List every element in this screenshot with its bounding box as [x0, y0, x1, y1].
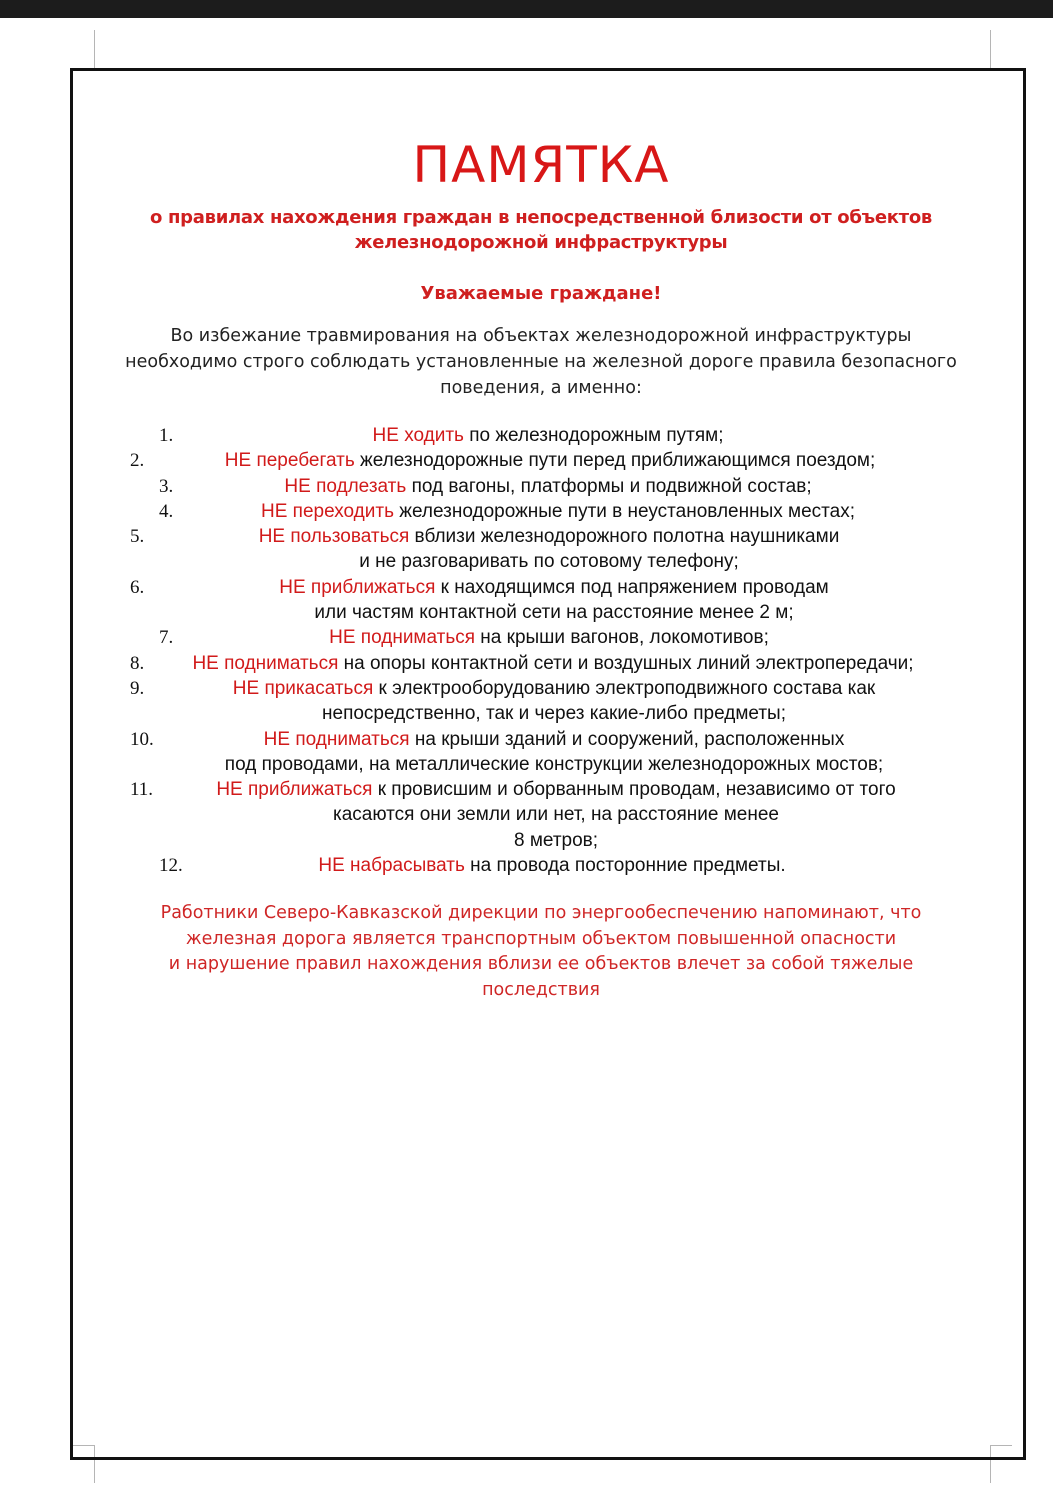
rule-line	[73, 651, 1023, 676]
rule-number: 6.	[130, 576, 145, 598]
rule-number: 1.	[159, 425, 174, 446]
rule-item	[73, 853, 1023, 878]
rule-number: 12.	[159, 855, 183, 877]
rule-text: под проводами, на металлические конструкции железнодорожных мостов;	[224, 753, 884, 775]
rule-text: касаются они земли или нет, на расстояние менее	[332, 804, 779, 826]
rule-number: 4.	[159, 500, 174, 522]
rule-prohibition: НЕ переходить	[261, 500, 394, 522]
rule-item	[73, 727, 1023, 778]
rule-item	[73, 575, 1023, 626]
top-bar	[0, 0, 1053, 18]
rule-line	[73, 524, 1023, 549]
footer-line: последствия	[482, 979, 600, 1000]
intro-line: Во избежание травмирования на объектах железнодорожной инфраструктуры	[170, 326, 912, 346]
rule-prohibition: НЕ подниматься	[192, 652, 339, 674]
rule-prohibition: НЕ перебегать	[224, 450, 355, 472]
rule-item	[73, 423, 1023, 448]
rule-text: вблизи железнодорожного полотна наушниками	[409, 526, 840, 548]
rule-prohibition: НЕ подниматься	[329, 627, 476, 649]
intro-paragraph	[73, 323, 1009, 401]
rule-line	[73, 853, 1023, 878]
rule-text: железнодорожные пути перед приближающимся поездом;	[354, 450, 876, 472]
greeting: Уважаемые граждане!	[420, 283, 662, 304]
rule-line	[73, 549, 1023, 574]
rule-line	[73, 575, 1023, 600]
rule-item	[73, 524, 1023, 575]
rule-text: железнодорожные пути в неустановленных местах;	[393, 500, 855, 522]
rule-line	[73, 448, 1023, 473]
rule-number: 8.	[130, 652, 145, 674]
rule-prohibition: НЕ пользоваться	[258, 526, 410, 548]
rule-line	[73, 802, 1023, 827]
rule-text: на крыши зданий и сооружений, расположенных	[409, 728, 845, 750]
rule-prohibition: НЕ приближаться	[216, 779, 373, 801]
rule-text: непосредственно, так и через какие-либо предметы;	[322, 703, 786, 725]
rule-number: 5.	[130, 526, 145, 548]
rule-prohibition: НЕ подлезать	[284, 475, 407, 497]
rule-text: на провода посторонние предметы.	[464, 855, 786, 877]
rule-text: и не разговаривать по сотовому телефону;	[359, 551, 739, 573]
rule-prohibition: НЕ набрасывать	[318, 855, 465, 877]
rule-item	[73, 474, 1023, 499]
rule-line	[73, 676, 1023, 701]
rule-prohibition: НЕ подниматься	[263, 728, 410, 750]
rule-line	[73, 777, 1023, 802]
intro-line: необходимо строго соблюдать установленные на железной дороге правила безопасного	[125, 352, 957, 372]
rule-text: под вагоны, платформы и подвижной состав;	[406, 475, 812, 497]
rule-text: 8 метров;	[513, 829, 599, 851]
rule-text: к электрооборудованию электроподвижного состава как	[373, 677, 876, 699]
subtitle-line: железнодорожной инфраструктуры	[354, 232, 728, 253]
intro-line: поведения, а именно:	[440, 378, 642, 398]
rule-text: к находящимся под напряжением проводам	[435, 576, 829, 598]
rule-line	[73, 499, 1023, 524]
rule-line	[73, 474, 1023, 499]
rule-line	[73, 423, 1023, 448]
subtitle	[73, 205, 1009, 255]
rule-item	[73, 625, 1023, 650]
rule-prohibition: НЕ прикасаться	[232, 677, 374, 699]
page-title: ПАМЯТКА	[412, 136, 670, 194]
crop-mark	[990, 30, 991, 68]
rule-line	[73, 625, 1023, 650]
rule-item	[73, 448, 1023, 473]
footer-line: и нарушение правил нахождения вблизи ее объектов влечет за собой тяжелые	[168, 954, 914, 974]
rule-line	[73, 727, 1023, 752]
rule-prohibition: НЕ приближаться	[279, 576, 436, 598]
rule-line	[73, 701, 1023, 726]
rule-number: 9.	[130, 677, 145, 699]
rule-text: на крыши вагонов, локомотивов;	[475, 627, 769, 649]
rule-item	[73, 676, 1023, 727]
rule-text: к провисшим и оборванным проводам, независимо от того	[372, 779, 896, 801]
crop-mark	[94, 30, 95, 68]
rule-number: 2.	[130, 450, 145, 472]
footer-line: железная дорога является транспортным объектом повышенной опасности	[185, 928, 897, 949]
rule-number: 7.	[159, 627, 174, 649]
rule-text: по железнодорожным путям;	[463, 425, 724, 446]
rule-prohibition: НЕ ходить	[372, 425, 464, 446]
rule-item	[73, 651, 1023, 676]
rule-line	[73, 828, 1023, 853]
rule-number: 11.	[130, 779, 154, 801]
subtitle-line: о правилах нахождения граждан в непосредственной близости от объектов	[150, 207, 932, 228]
footer-line: Работники Северо-Кавказской дирекции по энергообеспечению напоминают, что	[160, 903, 922, 923]
rule-item	[73, 777, 1023, 853]
rule-item	[73, 499, 1023, 524]
rule-number: 10.	[130, 728, 154, 750]
rule-text: или частям контактной сети на расстояние менее 2 м;	[314, 602, 794, 624]
rule-line	[73, 752, 1023, 777]
rules-list	[73, 423, 1023, 878]
rule-number: 3.	[159, 475, 174, 497]
rule-line	[73, 600, 1023, 625]
rule-text: на опоры контактной сети и воздушных линий электропередачи;	[338, 652, 914, 674]
footer-note	[73, 901, 1009, 1003]
